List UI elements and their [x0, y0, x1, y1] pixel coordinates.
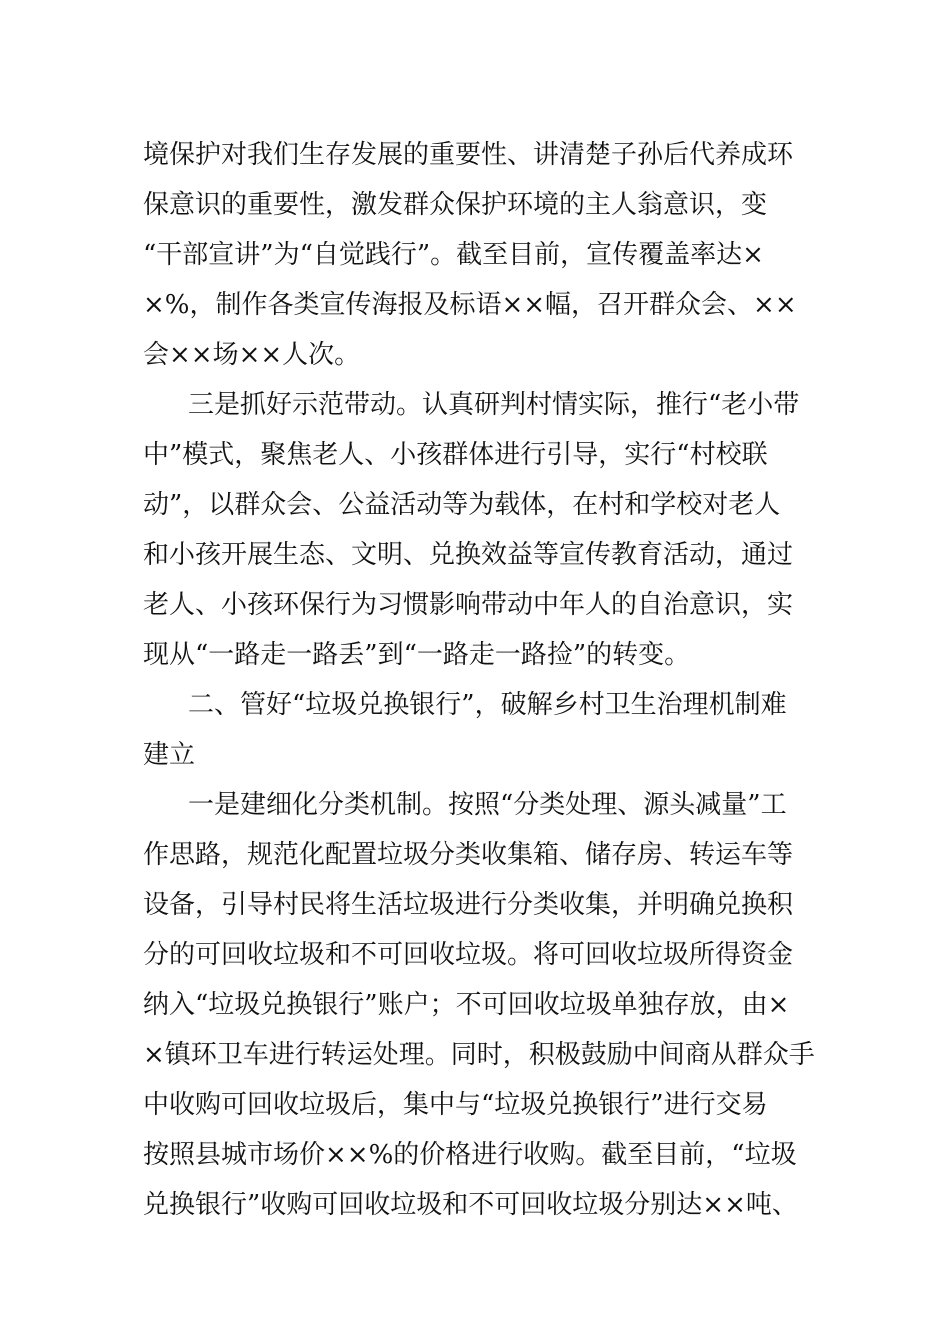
text-line: “干部宣讲”为“自觉践行”。截至目前，宣传覆盖率达×	[143, 240, 764, 270]
text-line: 设备，引导村民将生活垃圾进行分类收集，并明确兑换积	[143, 890, 794, 920]
text-line: 现从“一路走一路丢”到“一路走一路捡”的转变。	[143, 640, 691, 670]
text-line: 保意识的重要性，激发群众保护环境的主人翁意识，变	[143, 190, 768, 220]
text-line: 境保护对我们生存发展的重要性、讲清楚子孙后代养成环	[143, 140, 794, 170]
text-line: 和小孩开展生态、文明、兑换效益等宣传教育活动，通过	[143, 540, 794, 570]
document-body	[143, 130, 815, 1230]
text-line: ×镇环卫车进行转运处理。同时，积极鼓励中间商从群众手	[143, 1040, 815, 1070]
text-line: ×%，制作各类宣传海报及标语××幅，召开群众会、××	[143, 290, 797, 320]
text-line: 中”模式，聚焦老人、小孩群体进行引导，实行“村校联	[143, 440, 768, 470]
paragraph-start-line: 三是抓好示范带动。认真研判村情实际，推行“老小带	[188, 390, 800, 420]
section-heading-line: 二、管好“垃圾兑换银行”，破解乡村卫生治理机制难	[188, 690, 787, 720]
text-line: 按照县城市场价××%的价格进行收购。截至目前，“垃圾	[143, 1140, 797, 1170]
text-line: 纳入“垃圾兑换银行”账户；不可回收垃圾单独存放，由×	[143, 990, 790, 1020]
section-heading-line: 建立	[143, 740, 196, 770]
text-line: 老人、小孩环保行为习惯影响带动中年人的自治意识，实	[143, 590, 794, 620]
text-line: 动”，以群众会、公益活动等为载体，在村和学校对老人	[143, 490, 781, 520]
text-line: 分的可回收垃圾和不可回收垃圾。将可回收垃圾所得资金	[143, 940, 794, 970]
text-line: 作思路，规范化配置垃圾分类收集箱、储存房、转运车等	[143, 840, 794, 870]
text-line: 会××场××人次。	[143, 340, 361, 370]
text-line: 中收购可回收垃圾后，集中与“垃圾兑换银行”进行交易	[143, 1090, 768, 1120]
text-line: 兑换银行”收购可回收垃圾和不可回收垃圾分别达××吨、	[143, 1190, 798, 1220]
paragraph-start-line: 一是建细化分类机制。按照“分类处理、源头减量”工	[188, 790, 787, 820]
